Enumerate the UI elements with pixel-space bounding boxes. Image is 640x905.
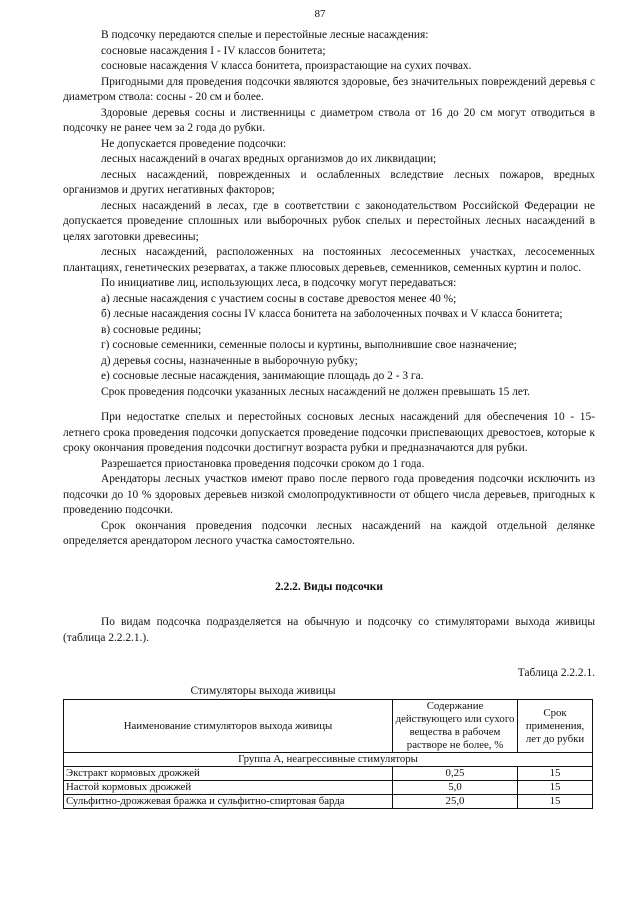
stimulators-table [63, 699, 593, 809]
list-item: г) сосновые семенники, семенные полосы и куртины, выполнившие свое назначение; [101, 339, 517, 351]
table-row [64, 767, 593, 781]
cell-term: 15 [518, 767, 593, 781]
paragraph: При недостатке спелых и перестойных сосновых лесных насаждений для обеспечения 10 - 15-летнего срока проведения подсочки допускается проведение подсочки приспевающих древостоев, которые к сроку окончания проведения подсочки достигнут возраста рубки и предназначаются для рубки. [63, 411, 595, 454]
list-item: лесных насаждений в лесах, где в соответствии с законодательством Российской Федерации не допускается проведение сплошных или выборочных рубок спелых и перестойных лесных насаждений в целях заготовки древесины; [63, 199, 595, 243]
paragraph: Разрешается приостановка проведения подсочки сроком до 1 года. [101, 457, 425, 470]
document-body [63, 28, 595, 809]
list-item: лесных насаждений в очагах вредных организмов до их ликвидации; [101, 153, 437, 165]
table-header-row [64, 700, 593, 753]
paragraph: Арендаторы лесных участков имеют право после первого года проведения подсочки исключить из подсочки до 10 % здоровых деревьев низкой смолопродуктивности от общего числа деревьев, пригодных к проведению подсочки. [63, 473, 595, 516]
table-row [64, 795, 593, 809]
group-a-label: Группа А, неагрессивные стимуляторы [64, 753, 593, 767]
list-item: а) лесные насаждения с участием сосны в составе древостоя менее 40 %; [101, 292, 457, 305]
paragraph: Не допускается проведение подсочки: [101, 137, 287, 150]
paragraph: В подсочку передаются спелые и перестойные лесные насаждения: [101, 29, 429, 41]
list-item: в) сосновые редины; [101, 323, 202, 336]
list-item: сосновые насаждения I - IV классов бонитета; [101, 44, 326, 57]
header-content: Содержание действующего или сухого вещества в рабочем растворе не более, % [393, 700, 518, 753]
table-row [64, 781, 593, 795]
table-title: Стимуляторы выхода живицы [190, 684, 336, 697]
paragraph: Пригодными для проведения подсочки являются здоровые, без значительных повреждений деревья с диаметром ствола: сосны - 20 см и более. [63, 75, 595, 103]
list-item: лесных насаждений, расположенных на постоянных лесосеменных участках, лесосеменных плантациях, генетических резерватах, а также плюсовых деревьев, семенников, семенных куртин и полос. [63, 246, 595, 274]
table-label: Таблица 2.2.2.1. [517, 667, 595, 679]
cell-term: 15 [518, 795, 593, 809]
list-item: лесных насаждений, поврежденных и ослабленных вследствие лесных пожаров, вредных организмов и других негативных факторов; [63, 168, 595, 196]
cell-name: Настой кормовых дрожжей [64, 781, 393, 795]
cell-name: Сульфитно-дрожжевая бражка и сульфитно-спиртовая барда [64, 795, 393, 809]
paragraph: По видам подсочка подразделяется на обычную и подсочку со стимуляторами выхода живицы (таблица 2.2.2.1.). [63, 616, 595, 644]
page-number: 87 [314, 8, 326, 20]
list-item: д) деревья сосны, назначенные в выборочную рубку; [101, 354, 358, 367]
paragraph: По инициативе лиц, использующих леса, в подсочку могут передаваться: [101, 277, 457, 289]
list-item: е) сосновые лесные насаждения, занимающие площадь до 2 - 3 га. [101, 370, 424, 382]
section-heading: 2.2.2. Виды подсочки [275, 580, 383, 593]
cell-name: Экстракт кормовых дрожжей [64, 767, 393, 781]
cell-content: 0,25 [393, 767, 518, 781]
table-group-row [64, 753, 593, 767]
paragraph: Здоровые деревья сосны и лиственницы с диаметром ствола от 16 до 20 см могут отводиться в подсочку не ранее чем за 2 года до рубки. [63, 106, 595, 134]
header-term: Срок применения, лет до рубки [518, 700, 593, 753]
paragraph: Срок проведения подсочки указанных лесных насаждений не должен превышать 15 лет. [101, 385, 530, 398]
paragraph: Срок окончания проведения подсочки лесных насаждений на каждой отдельной делянке определяется арендатором лесного участка самостоятельно. [63, 519, 595, 547]
header-name: Наименование стимуляторов выхода живицы [64, 700, 393, 753]
cell-term: 15 [518, 781, 593, 795]
cell-content: 5,0 [393, 781, 518, 795]
cell-content: 25,0 [393, 795, 518, 809]
list-item: б) лесные насаждения сосны IV класса бонитета на заболоченных почвах и V класса бонитета; [101, 308, 563, 320]
list-item: сосновые насаждения V класса бонитета, произрастающие на сухих почвах. [101, 60, 472, 72]
